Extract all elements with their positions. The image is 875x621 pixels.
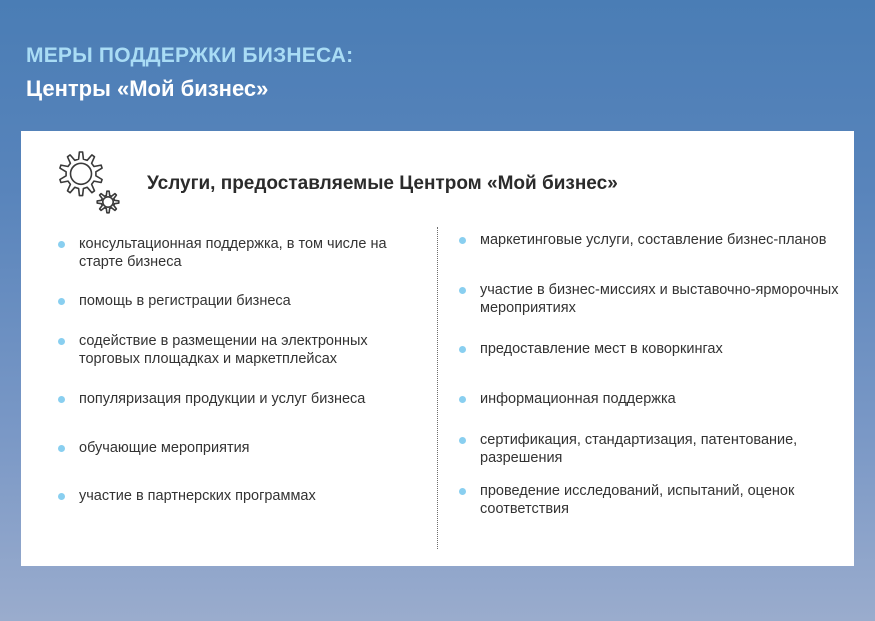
bullet-icon xyxy=(459,488,466,495)
bullet-icon xyxy=(58,298,65,305)
list-item xyxy=(480,281,845,317)
list-item xyxy=(480,390,845,408)
bullet-icon xyxy=(459,237,466,244)
list-item-text: проведение исследований, испытаний, оценок соответствия xyxy=(480,483,795,517)
list-item-text: обучающие мероприятия xyxy=(79,440,250,456)
column-divider xyxy=(437,227,438,549)
bullet-icon xyxy=(459,437,466,444)
list-item xyxy=(480,431,845,467)
list-item-text: предоставление мест в коворкингах xyxy=(480,341,723,357)
list-item xyxy=(79,235,414,271)
gears-icon xyxy=(46,147,136,227)
bullet-icon xyxy=(58,338,65,345)
list-item-text: популяризация продукции и услуг бизнеса xyxy=(79,391,366,407)
list-item xyxy=(79,332,414,368)
bullet-icon xyxy=(58,241,65,248)
page-title: Центры «Мой бизнес» xyxy=(26,76,269,101)
list-item xyxy=(480,340,845,358)
list-item xyxy=(480,482,845,518)
bullet-icon xyxy=(58,396,65,403)
bullet-icon xyxy=(58,493,65,500)
list-item-text: помощь в регистрации бизнеса xyxy=(79,293,291,309)
header-kicker: МЕРЫ ПОДДЕРЖКИ БИЗНЕСА: xyxy=(26,44,354,67)
bullet-icon xyxy=(459,396,466,403)
bullet-icon xyxy=(459,287,466,294)
list-item xyxy=(79,439,414,457)
bullet-icon xyxy=(459,346,466,353)
list-item xyxy=(480,231,845,249)
list-item-text: информационная поддержка xyxy=(480,391,676,407)
bullet-icon xyxy=(58,445,65,452)
list-item-text: содействие в размещении на электронных торговых площадках и маркетплейсах xyxy=(79,333,368,367)
list-item xyxy=(79,487,414,505)
list-item-text: консультационная поддержка, в том числе на старте бизнеса xyxy=(79,236,387,270)
list-item xyxy=(79,292,414,310)
list-item-text: участие в бизнес-миссиях и выставочно-ярморочных мероприятиях xyxy=(480,282,839,316)
list-item-text: сертификация, стандартизация, патентование, разрешения xyxy=(480,432,798,466)
services-card xyxy=(21,131,854,566)
card-title: Услуги, предоставляемые Центром «Мой бизнес» xyxy=(147,173,618,194)
list-item xyxy=(79,390,414,408)
list-item-text: маркетинговые услуги, составление бизнес-планов xyxy=(480,232,827,248)
list-item-text: участие в партнерских программах xyxy=(79,488,316,504)
